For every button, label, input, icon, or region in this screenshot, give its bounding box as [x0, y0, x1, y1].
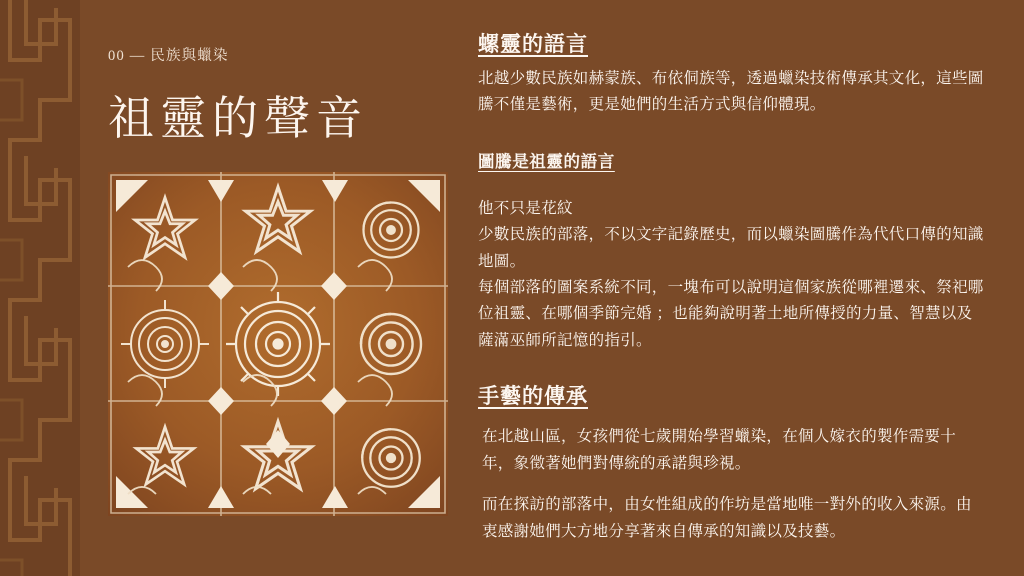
section-2-paragraph-2: 少數民族的部落，不以文字記錄歷史，而以蠟染圖騰作為代代口傳的知識地圖。 — [478, 226, 984, 270]
section-heading-3: 手藝的傳承 — [478, 385, 588, 408]
section-3-paragraph-2: 而在探訪的部落中，由女性組成的作坊是當地唯一對外的收入來源。由衷感謝她們大方地分享著來自傳承的知識以及技藝。 — [482, 496, 972, 540]
right-column — [478, 0, 998, 576]
section-heading-2: 圖騰是祖靈的語言 — [478, 153, 615, 171]
section-3-paragraph-1: 在北越山區，女孩們從七歲開始學習蠟染，在個人嫁衣的製作需要十年，象徵著她們對傳統的承諾與珍視。 — [482, 428, 957, 472]
section-2-body — [478, 196, 986, 354]
section-2-paragraph-1: 他不只是花紋 — [478, 200, 573, 217]
section-1-paragraph-1: 北越少數民族如赫蒙族、布依侗族等，透過蠟染技術傳承其文化，這些圖騰不僅是藝術，更是她們的生活方式與信仰體現。 — [478, 70, 984, 114]
batik-textile-image — [108, 172, 448, 516]
section-heading-1: 螺靈的語言 — [478, 33, 588, 56]
maze-pattern-band — [0, 0, 80, 576]
section-2-paragraph-3: 每個部落的圖案系統不同，一塊布可以說明這個家族從哪裡遷來、祭祀哪位祖靈、在哪個季節完婚 ；也能夠說明著土地所傳授的力量、智慧以及薩滿巫師所記憶的指引。 — [478, 279, 984, 349]
slide-eyebrow: 00 — 民族與蠟染 — [108, 48, 229, 64]
left-column — [100, 0, 450, 576]
page-title: 祖靈的聲音 — [108, 93, 368, 144]
